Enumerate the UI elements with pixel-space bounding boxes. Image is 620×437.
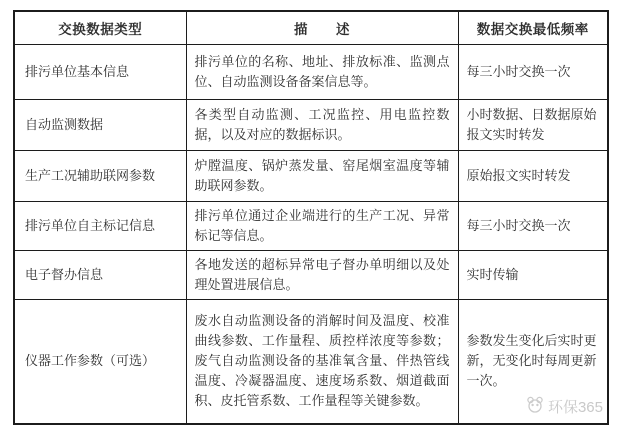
cell-description: 各类型自动监测、工况监控、用电监控数据，以及对应的数据标识。 [186,100,458,151]
header-min-frequency: 数据交换最低频率 [458,11,608,45]
cell-frequency: 参数发生变化后实时更新，无变化时每周更新一次。 [458,300,608,424]
cell-description: 各地发送的超标异常电子督办单明细以及处理处置进展信息。 [186,251,458,300]
cell-description: 炉膛温度、锅炉蒸发量、窑尾烟室温度等辅助联网参数。 [186,151,458,202]
table-row [14,202,608,251]
data-exchange-table [13,10,609,425]
cell-description: 排污单位通过企业端进行的生产工况、异常标记等信息。 [186,202,458,251]
cell-description: 废水自动监测设备的消解时间及温度、校准曲线参数、工作量程、质控样浓度等参数；废气自动监测设备的基准氧含量、伴热管线温度、冷凝器温度、速度场系数、烟道截面积、皮托管系数、工作量程等关键参数。 [186,300,458,424]
cell-type: 电子督办信息 [14,251,186,300]
cell-type: 排污单位基本信息 [14,45,186,100]
table-row [14,300,608,424]
header-description: 描 述 [186,11,458,45]
table-row [14,45,608,100]
cell-type: 排污单位自主标记信息 [14,202,186,251]
cell-frequency: 原始报文实时转发 [458,151,608,202]
table-row [14,100,608,151]
watermark-text: 环保365 [547,399,603,416]
cell-frequency: 实时传输 [458,251,608,300]
table-row [14,151,608,202]
cell-frequency: 小时数据、日数据原始报文实时转发 [458,100,608,151]
cell-type: 生产工况辅助联网参数 [14,151,186,202]
table-row [14,251,608,300]
cell-frequency: 每三小时交换一次 [458,45,608,100]
watermark [525,396,603,417]
cell-description: 排污单位的名称、地址、排放标准、监测点位、自动监测设备备案信息等。 [186,45,458,100]
table-header-row [14,11,608,45]
header-exchange-data-type: 交换数据类型 [14,11,186,45]
cell-frequency: 每三小时交换一次 [458,202,608,251]
panda-logo-icon [525,396,545,417]
cell-type: 自动监测数据 [14,100,186,151]
cell-type: 仪器工作参数（可选） [14,300,186,424]
